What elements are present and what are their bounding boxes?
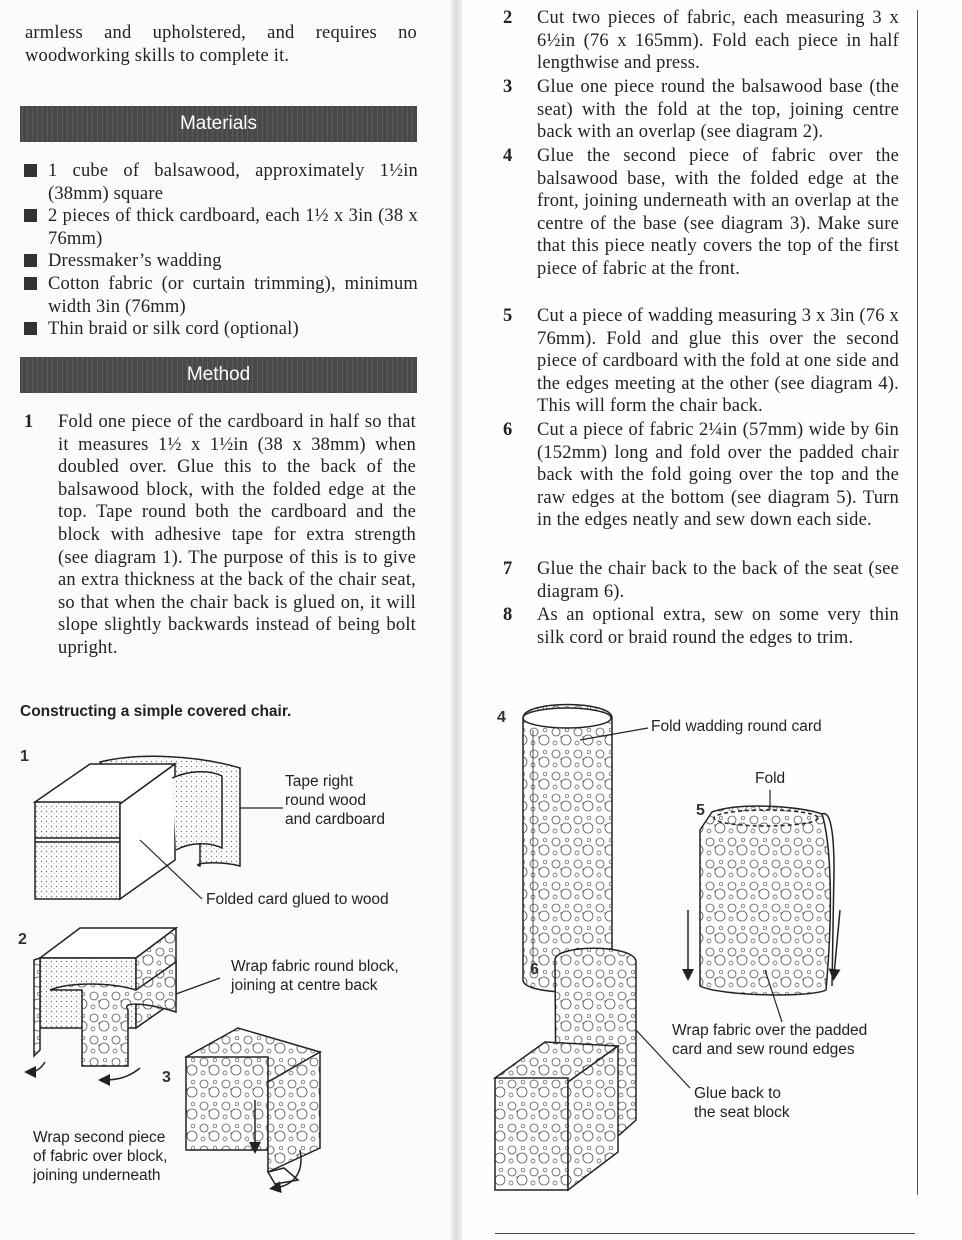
label-line: the seat block — [694, 1103, 790, 1121]
materials-item-text: 1 cube of balsawood, approximately 1½in (38mm) square — [48, 161, 418, 204]
step-text: Fold one piece of the cardboard in half so that it measures 1½ x 1½in (38 x 38mm) when doubled over. Glue this to the back of the balsawood block, with the folded edge at the top. Tape round both the cardboard and the block with adhesive tape for extra strength (see diagram 1). The purpose of this is to give an extra thickness at the back of the chair seat, so that when the chair back is glued on, it will slope slightly backwards instead of being bolt upright. — [58, 412, 416, 658]
step-number: 4 — [503, 146, 513, 166]
step-text: Cut a piece of fabric 2¼in (57mm) wide by 6in (152mm) long and fold over the padded chair back with the fold going over the top and the raw edges at the bottom (see diagram 5). Turn in the edges neatly and sew down each side. — [537, 420, 899, 531]
diagram-3-block-covered — [186, 1028, 320, 1188]
step-number: 5 — [503, 306, 513, 326]
label-wrap-fabric — [231, 958, 399, 996]
label-fold: Fold — [755, 770, 786, 787]
label-line: Glue back to — [694, 1085, 782, 1102]
step-number: 1 — [24, 412, 34, 432]
method-heading: Method — [20, 357, 417, 393]
label-line: Tape right — [285, 773, 354, 790]
diagram-number: 5 — [696, 802, 705, 819]
label-line: joining at centre back — [231, 976, 378, 994]
label-line: Wrap fabric over the padded — [672, 1022, 868, 1039]
label-line: Wrap fabric round block, — [231, 958, 399, 975]
label-line: and cardboard — [285, 810, 385, 828]
step-number: 2 — [503, 8, 513, 28]
diagram-number: 6 — [530, 961, 539, 978]
step-number: 6 — [503, 420, 513, 440]
step-text: Cut a piece of wadding measuring 3 x 3in (76 x 76mm). Fold and glue this over the second piece of cardboard with the fold at one side and the edges meeting at the other (see diagram 4). This will form the chair back. — [537, 306, 899, 417]
materials-item-text: 2 pieces of thick cardboard, each 1½ x 3in (38 x 76mm) — [48, 206, 418, 249]
label-wrap-padded — [672, 1022, 867, 1060]
materials-heading: Materials — [20, 106, 417, 142]
diagram-number: 2 — [18, 931, 27, 948]
step-text: Glue the second piece of fabric over the balsawood base, with the folded edge at the front, joining underneath with an overlap at the centre of the base (see diagram 3). Make sure that this piece neatly covers the top of the first piece of fabric at the front. — [537, 146, 899, 279]
figure-caption: Constructing a simple covered chair. — [20, 703, 292, 720]
label-line: round wood — [285, 791, 367, 809]
step-number: 8 — [503, 605, 513, 625]
materials-item-text: Cotton fabric (or curtain trimming), minimum width 3in (76mm) — [48, 273, 418, 317]
step-text: Glue the chair back to the back of the seat (see diagram 6). — [537, 559, 899, 602]
label-wrap-second — [33, 1129, 167, 1185]
diagram-2-fabric-wrap — [30, 928, 176, 1080]
label-folded-card: Folded card glued to wood — [206, 891, 389, 908]
diagram-5-fabric-over-back — [688, 806, 840, 995]
materials-item-text: Thin braid or silk cord (optional) — [48, 319, 299, 340]
materials-item-text: Dressmaker’s wadding — [48, 251, 222, 272]
diagram-6-finished-chair — [495, 948, 636, 1190]
label-line: card and sew round edges — [672, 1040, 855, 1058]
diagram-number: 3 — [162, 1069, 171, 1086]
label-glue-back — [694, 1085, 790, 1123]
label-fold-wadding: Fold wadding round card — [651, 718, 822, 735]
step-text: As an optional extra, sew on some very thin silk cord or braid round the edges to trim. — [537, 605, 899, 648]
diagram-number: 1 — [20, 748, 29, 765]
step-text: Cut two pieces of fabric, each measuring 3 x 6½in (76 x 165mm). Fold each piece in half lengthwise and press. — [537, 8, 899, 74]
intro-paragraph: armless and upholstered, and requires no woodworking skills to complete it. — [25, 23, 417, 66]
label-line: of fabric over block, — [33, 1147, 168, 1165]
diagram-number: 4 — [497, 709, 506, 726]
label-line: joining underneath — [33, 1166, 161, 1184]
label-line: Wrap second piece — [33, 1129, 166, 1146]
diagram-1-block-with-tape — [35, 756, 240, 899]
step-number: 7 — [503, 559, 513, 579]
step-number: 3 — [503, 77, 513, 97]
label-tape — [285, 773, 385, 829]
step-text: Glue one piece round the balsawood base (the seat) with the fold at the top, joining centre back with an overlap (see diagram 2). — [537, 77, 899, 143]
